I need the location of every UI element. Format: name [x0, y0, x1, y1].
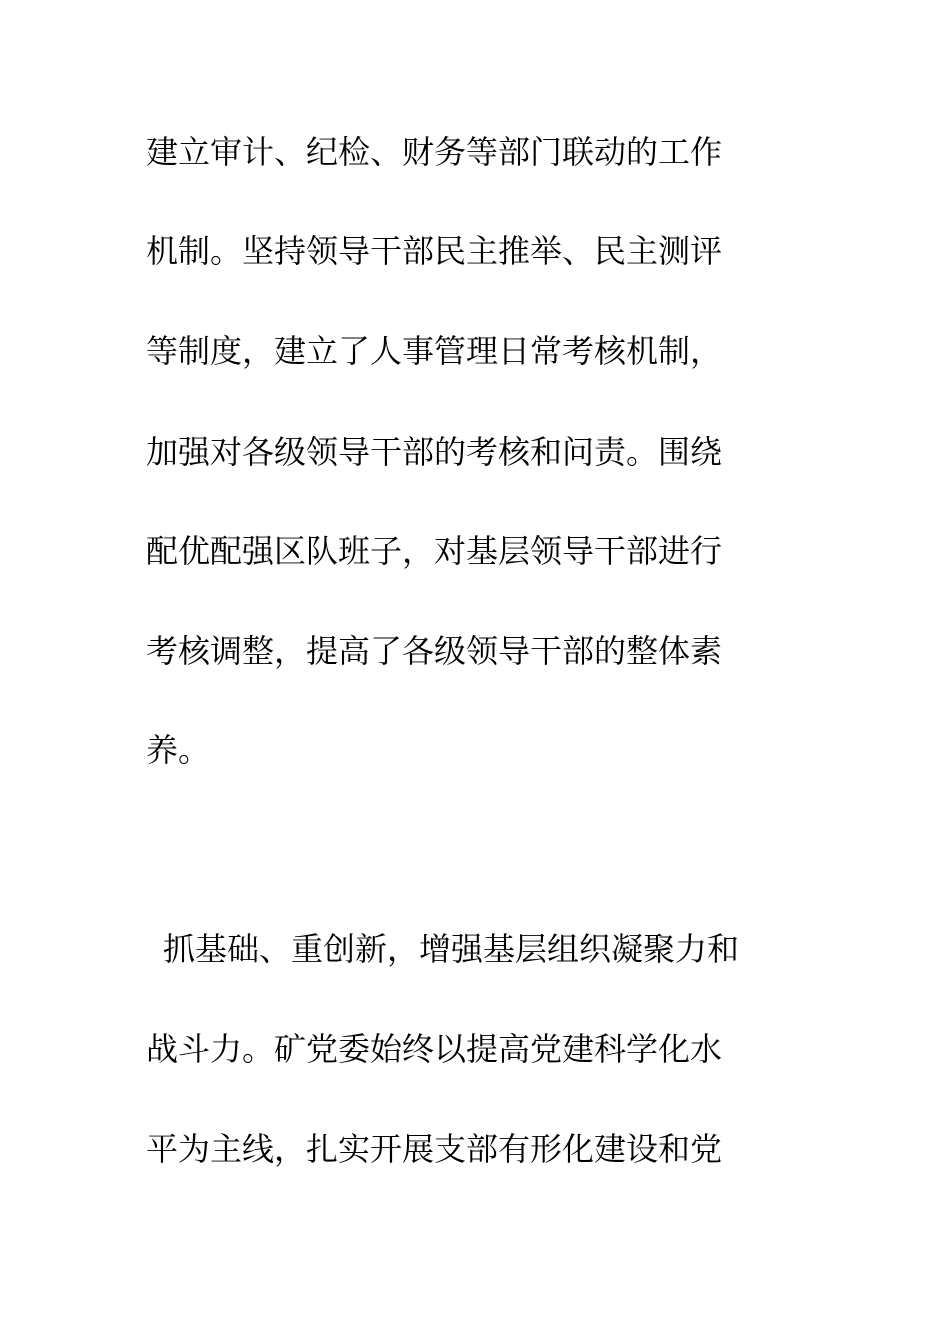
- paragraph-1-line-4: 加强对各级领导干部的考核和问责。围绕: [146, 433, 723, 471]
- paragraph-1-line-1: 建立审计、纪检、财务等部门联动的工作: [146, 133, 723, 171]
- paragraph-1-line-5: 配优配强区队班子，对基层领导干部进行: [146, 532, 723, 570]
- paragraph-1-line-7: 养。: [146, 731, 211, 769]
- paragraph-1-line-3: 等制度，建立了人事管理日常考核机制，: [146, 332, 723, 370]
- paragraph-2-line-2: 战斗力。矿党委始终以提高党建科学化水: [146, 1030, 723, 1068]
- paragraph-2-line-1: 抓基础、重创新，增强基层组织凝聚力和: [163, 930, 740, 968]
- paragraph-1-line-2: 机制。坚持领导干部民主推举、民主测评: [146, 232, 723, 270]
- paragraph-1-line-6: 考核调整，提高了各级领导干部的整体素: [146, 632, 723, 670]
- paragraph-2-line-3: 平为主线，扎实开展支部有形化建设和党: [146, 1130, 723, 1168]
